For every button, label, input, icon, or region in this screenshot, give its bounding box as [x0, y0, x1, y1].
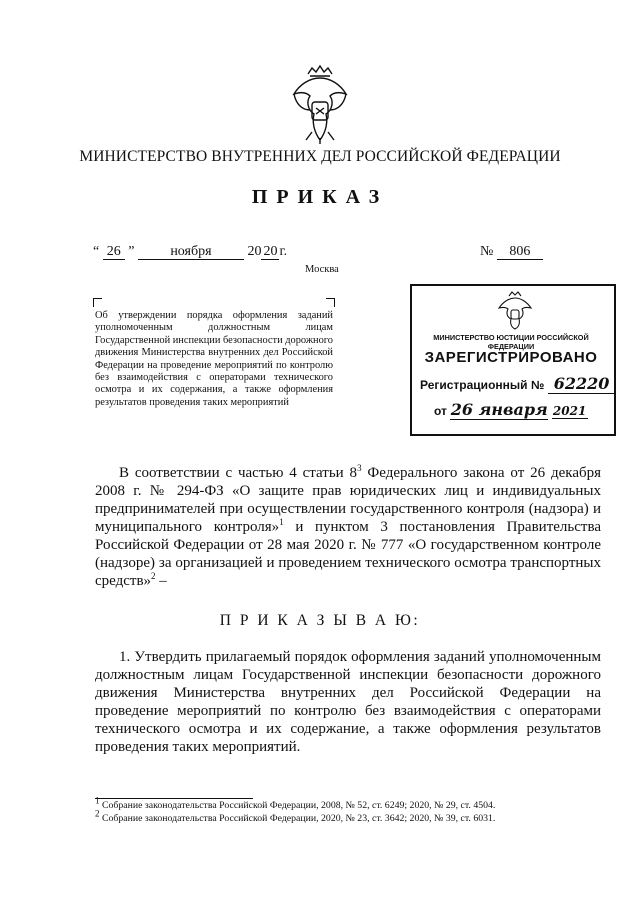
- order-number: [480, 244, 543, 260]
- stamp-date-label: от: [434, 404, 447, 418]
- preamble-sup1: 3: [357, 463, 362, 473]
- date-month: ноября: [138, 244, 244, 260]
- stamp-date: [434, 400, 588, 420]
- stamp-year-value: 2021: [552, 404, 587, 418]
- date-close-quote: ”: [128, 244, 135, 259]
- number-label: №: [480, 244, 494, 259]
- order-item-1: [95, 648, 601, 756]
- stamp-reg-number: 62220: [548, 374, 616, 394]
- date-year: 20: [263, 244, 278, 259]
- stamp-registration-number: [420, 374, 616, 394]
- date-century: 20: [247, 244, 262, 259]
- date-open-quote: “: [93, 244, 100, 259]
- stamp-date-value: 26 января: [450, 400, 548, 419]
- orders-heading: П Р И К А З Ы В А Ю:: [219, 612, 421, 629]
- document-type-title: ПРИКАЗ: [251, 186, 389, 208]
- order-subject: Об утверждении порядка оформления заданий уполномоченным должностным лицам Государственной инспекции безопасности дорожного движения Министерства внутренних дел Российской Федерации на проведение мероприятий по контролю без взаимодействия с операторами технического осмотра и их содержания, а также оформления результатов проведения таких мероприятий: [95, 310, 333, 408]
- preamble-part2: Федерального закона от 26 декабря 2008 г. № 294-ФЗ «О защите прав юридических лиц и индивидуальных предпринимателей при осуществлении государственного контроля (надзора) и муниципального контроля»: [95, 465, 602, 535]
- date-suffix: г.: [279, 244, 288, 259]
- preamble-part1: В соответствии с частью 4 статьи 8: [119, 465, 358, 481]
- number-value: 806: [497, 244, 543, 260]
- stamp-registered: ЗАРЕГИСТРИРОВАНО: [424, 349, 598, 366]
- footnote-ref-2: 2: [151, 571, 156, 581]
- coat-of-arms-icon: [496, 290, 534, 330]
- date-day: 26: [103, 244, 125, 260]
- footnote-ref-1: 1: [279, 517, 284, 527]
- bracket-corner-left: [93, 298, 102, 307]
- stamp-reg-label: Регистрационный №: [420, 378, 545, 392]
- order-item-1-text: 1. Утвердить прилагаемый порядок оформления заданий уполномоченным должностным лицам Государственной инспекции безопасности дорожного движения Министерства внутренних дел Российской Федерации на проведение мероприятий по контролю без взаимодействия с операторами технического осмотра и их содержание, а также оформления результатов проведения таких мероприятий.: [95, 649, 601, 755]
- footnote-divider: [95, 798, 253, 799]
- preamble-part3: и пунктом 3 постановления Правительства Российской Федерации от 28 мая 2020 г. № 777 «О государственном контроле (надзоре) за организацией и проведением технического осмотра транспортных средств»: [95, 519, 601, 589]
- preamble: [95, 464, 601, 590]
- footnotes: [95, 795, 496, 825]
- coat-of-arms-icon: [288, 62, 352, 146]
- stamp-ministry: МИНИСТЕРСТВО ЮСТИЦИИ РОССИЙСКОЙ ФЕДЕРАЦИИ: [433, 333, 589, 351]
- bracket-corner-right: [326, 298, 335, 307]
- city: Москва: [305, 264, 339, 275]
- ministry-name: МИНИСТЕРСТВО ВНУТРЕННИХ ДЕЛ РОССИЙСКОЙ ФЕДЕРАЦИИ: [79, 148, 561, 165]
- order-date: [93, 244, 287, 260]
- footnote-2: $^2$ Собрание законодательства Российской Федерации, 2020, № 23, ст. 3642; 2020, № 39, ст. 6031.: [95, 808, 496, 824]
- preamble-part4: –: [155, 573, 167, 589]
- footnote-1: $^1$ Собрание законодательства Российской Федерации, 2008, № 52, ст. 6249; 2020, № 29, ст. 4504.: [95, 795, 496, 811]
